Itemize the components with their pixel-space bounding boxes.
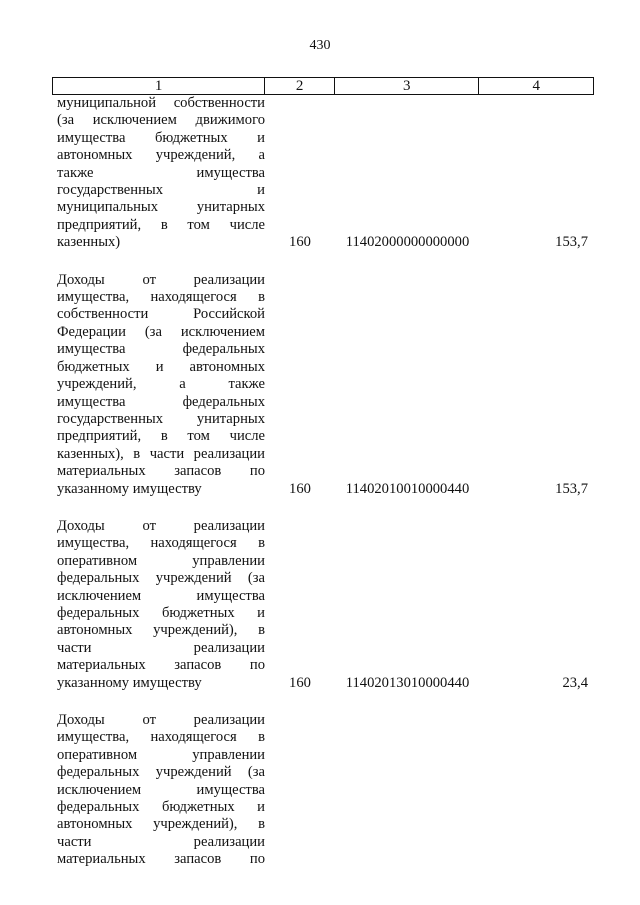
description-line: федеральных учреждений (за xyxy=(57,764,265,781)
description-line: Доходы от реализации xyxy=(57,712,265,728)
budget-classification-code-cell: 11402013010000440 xyxy=(345,674,470,691)
description-line: указанному имуществу xyxy=(57,674,202,691)
description-line: имущества федеральных xyxy=(57,341,265,358)
description-line: имущества бюджетных и xyxy=(57,129,265,146)
row-gap xyxy=(52,498,594,518)
description-line: исключением имущества xyxy=(57,587,265,604)
page-number: 430 xyxy=(309,38,331,53)
amount-cell: 153,7 xyxy=(555,234,588,251)
description-line: бюджетных и автономных xyxy=(57,358,265,375)
budget-classification-code-cell: 11402000000000000 xyxy=(345,234,470,251)
description-line: государственных и xyxy=(57,182,265,199)
header-col-4: 4 xyxy=(532,78,540,94)
description-line: казенных) xyxy=(57,234,121,251)
header-col-3: 3 xyxy=(335,78,479,94)
description-line: имущества, находящегося в xyxy=(57,729,265,746)
description-line: муниципальной собственности xyxy=(57,95,265,111)
table-header xyxy=(52,77,594,95)
description-line: автономных учреждений), в xyxy=(57,622,265,639)
description-line: материальных запасов по xyxy=(57,463,265,480)
table-row xyxy=(52,95,594,252)
description-line: автономных учреждений, а xyxy=(57,147,265,164)
description-line: учреждений, а также xyxy=(57,376,265,393)
description-line: федеральных бюджетных и xyxy=(57,799,265,816)
description-line: Доходы от реализации xyxy=(57,271,265,288)
description-line: имущества федеральных xyxy=(57,393,265,410)
description-line: (за исключением движимого xyxy=(57,112,265,129)
revenue-table xyxy=(52,77,594,869)
row-gap xyxy=(52,252,594,272)
description-line: также имущества xyxy=(57,164,265,181)
admin-code-cell: 160 xyxy=(289,234,311,251)
row-gap xyxy=(52,692,594,712)
description-line: собственности Российской xyxy=(57,306,265,323)
table-row xyxy=(52,518,594,692)
description-line: части реализации xyxy=(57,833,265,850)
budget-classification-code-cell: 11402010010000440 xyxy=(345,480,470,497)
description-line: федеральных учреждений (за xyxy=(57,570,265,587)
description-line: части реализации xyxy=(57,639,265,656)
description-line: оперативном управлении xyxy=(57,552,265,569)
amount-cell: 23,4 xyxy=(562,674,588,691)
header-col-2: 2 xyxy=(265,78,335,94)
admin-code-cell: 160 xyxy=(289,674,311,691)
description-line: Доходы от реализации xyxy=(57,517,265,534)
description-line: оперативном управлении xyxy=(57,746,265,763)
description-line: имущества, находящегося в xyxy=(57,535,265,552)
admin-code-cell: 160 xyxy=(289,480,311,497)
description-cell xyxy=(52,95,265,252)
description-cell xyxy=(52,712,265,869)
description-line: материальных запасов по xyxy=(57,657,265,674)
description-line: предприятий, в том числе xyxy=(57,428,265,445)
description-line: казенных), в части реализации xyxy=(57,445,265,462)
description-line: исключением имущества xyxy=(57,781,265,798)
description-line: муниципальных унитарных xyxy=(57,199,265,216)
table-body xyxy=(52,95,594,869)
description-line: федеральных бюджетных и xyxy=(57,604,265,621)
description-line: предприятий, в том числе xyxy=(57,216,265,233)
description-line: государственных унитарных xyxy=(57,410,265,427)
description-cell xyxy=(52,518,265,692)
description-line: Федерации (за исключением xyxy=(57,323,265,340)
description-cell xyxy=(52,272,265,498)
table-row xyxy=(52,712,594,869)
amount-cell: 153,7 xyxy=(555,480,588,497)
table-row xyxy=(52,272,594,498)
header-col-1: 1 xyxy=(53,78,265,94)
description-line: автономных учреждений), в xyxy=(57,816,265,833)
description-line: материальных запасов по xyxy=(57,851,265,868)
description-line: имущества, находящегося в xyxy=(57,289,265,306)
description-line: указанному имуществу xyxy=(57,480,202,497)
